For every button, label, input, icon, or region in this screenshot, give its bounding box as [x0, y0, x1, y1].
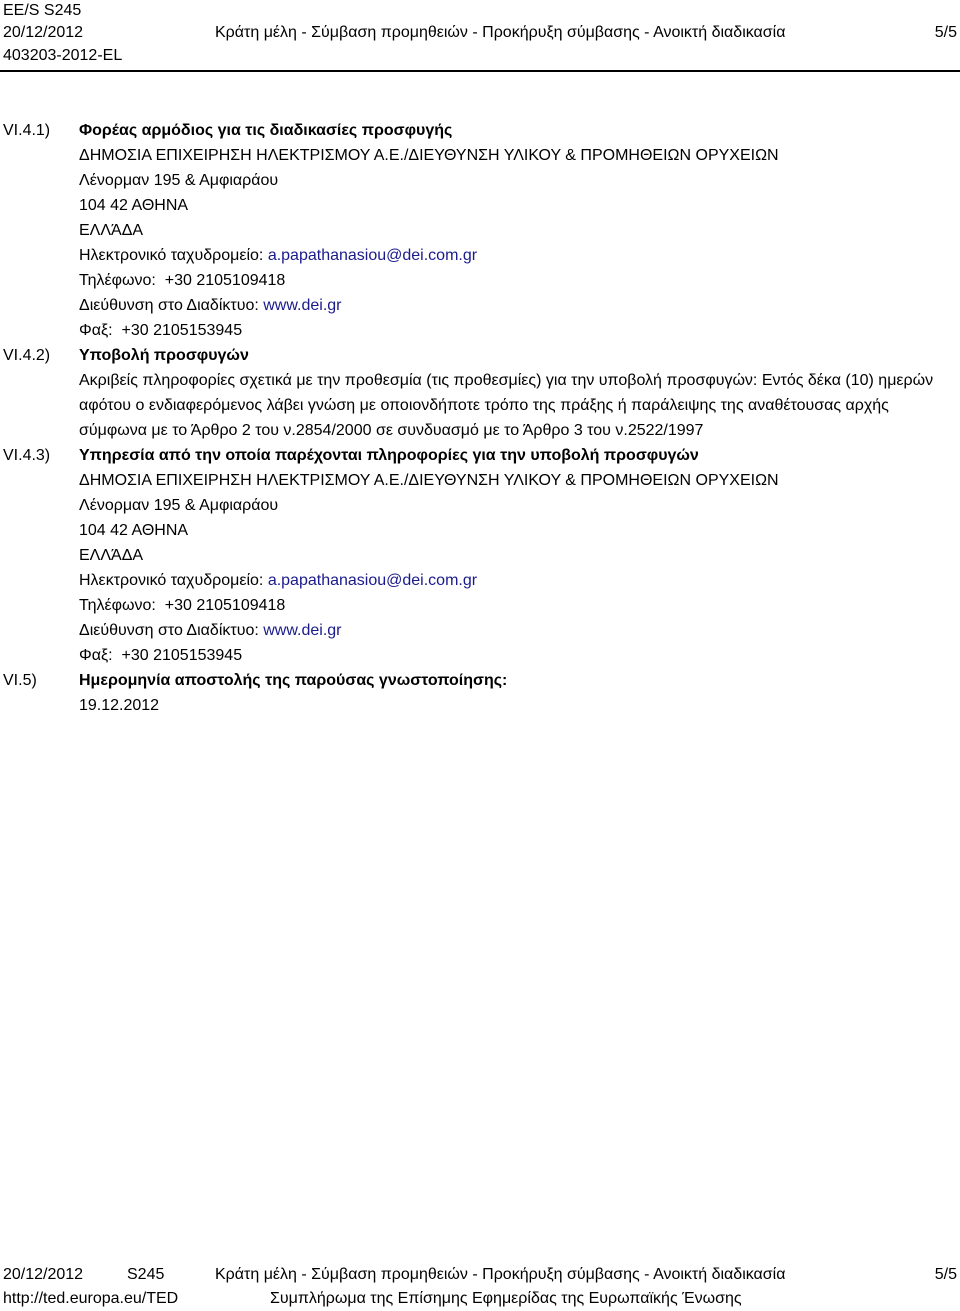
phone-value: +30 2105109418 [164, 597, 286, 614]
dispatch-date: 19.12.2012 [79, 697, 160, 714]
email-row [79, 568, 939, 593]
section-number: VI.4.2) [3, 347, 51, 364]
phone-label: Τηλέφωνο: [79, 272, 156, 289]
header-page-number: 5/5 [934, 24, 957, 41]
footer-series: S245 [127, 1266, 165, 1283]
organisation-name: ΔΗΜΟΣΙΑ ΕΠΙΧΕΙΡΗΣΗ ΗΛΕΚΤΡΙΣΜΟΥ Α.Ε./ΔΙΕΥΘΥΝΣΗ ΥΛΙΚΟΥ & ΠΡΟΜΗΘΕΙΩΝ ΟΡΥΧΕΙΩΝ [79, 472, 779, 489]
fax-value: +30 2105153945 [121, 322, 243, 339]
section-dispatch-date [0, 668, 960, 718]
postal-city: 104 42 ΑΘΗΝΑ [79, 522, 189, 539]
email-label: Ηλεκτρονικό ταχυδρομείο: [79, 247, 264, 264]
web-row [79, 293, 939, 318]
section-number: VI.4.1) [3, 122, 51, 139]
email-row [79, 243, 939, 268]
email-label: Ηλεκτρονικό ταχυδρομείο: [79, 572, 264, 589]
header-title: Κράτη μέλη - Σύμβαση προμηθειών - Προκήρυξη σύμβασης - Ανοικτή διαδικασία [215, 24, 786, 41]
phone-row [79, 593, 939, 618]
footer-supplement: Συμπλήρωμα της Επίσημης Εφημερίδας της Ευρωπαϊκής Ένωσης [270, 1290, 742, 1307]
postal-city: 104 42 ΑΘΗΝΑ [79, 197, 189, 214]
section-number: VI.4.3) [3, 447, 51, 464]
country: ΕΛΛΆΔΑ [79, 547, 144, 564]
footer-url-link[interactable]: http://ted.europa.eu/TED [3, 1290, 179, 1307]
page-footer [0, 1263, 960, 1311]
section-title: Υπηρεσία από την οποία παρέχονται πληροφορίες για την υποβολή προσφυγών [79, 447, 699, 464]
street-address: Λένορμαν 195 & Αμφιαράου [79, 172, 279, 189]
street-address: Λένορμαν 195 & Αμφιαράου [79, 497, 279, 514]
phone-row [79, 268, 939, 293]
header-divider [0, 70, 960, 72]
header-reference: 403203-2012-EL [3, 47, 123, 64]
section-title: Φορέας αρμόδιος για τις διαδικασίες προσφυγής [79, 122, 453, 139]
web-label: Διεύθυνση στο Διαδίκτυο: [79, 297, 259, 314]
section-title: Υποβολή προσφυγών [79, 347, 249, 364]
header-date: 20/12/2012 [3, 24, 84, 41]
section-review-body [0, 118, 960, 343]
section-number: VI.5) [3, 672, 37, 689]
fax-row [79, 318, 939, 343]
email-link[interactable]: a.papathanasiou@dei.com.gr [267, 247, 478, 264]
fax-label: Φαξ: [79, 322, 113, 339]
phone-value: +30 2105109418 [164, 272, 286, 289]
country: ΕΛΛΆΔΑ [79, 222, 144, 239]
web-link[interactable]: www.dei.gr [263, 622, 342, 639]
appeal-deadline-text: Ακριβείς πληροφορίες σχετικά με την προθεσμία (τις προθεσμίες) για την υποβολή προσφυγών: Εντός δέκα (10) ημερών αφότου ο ενδιαφερόμενος λάβει γνώση με οποιονδήποτε τρόπο της πράξης ή παράλειψης της αναθέτουσας αρχής σύμφωνα με το Άρθρο 2 του ν.2854/2000 σε συνδυασμό με το Άρθρο 3 του ν.2522/1997 [79, 372, 934, 439]
document-body [0, 118, 960, 718]
web-row [79, 618, 939, 643]
page-header [0, 0, 960, 72]
fax-label: Φαξ: [79, 647, 113, 664]
fax-row [79, 643, 939, 668]
section-appeal-info-service [0, 443, 960, 668]
phone-label: Τηλέφωνο: [79, 597, 156, 614]
footer-date: 20/12/2012 [3, 1266, 84, 1283]
section-title: Ημερομηνία αποστολής της παρούσας γνωστοποίησης: [79, 672, 508, 689]
footer-title: Κράτη μέλη - Σύμβαση προμηθειών - Προκήρυξη σύμβασης - Ανοικτή διαδικασία [215, 1266, 786, 1283]
web-label: Διεύθυνση στο Διαδίκτυο: [79, 622, 259, 639]
section-lodging-appeals [0, 343, 960, 443]
header-series: EE/S S245 [3, 2, 82, 19]
email-link[interactable]: a.papathanasiou@dei.com.gr [267, 572, 478, 589]
web-link[interactable]: www.dei.gr [263, 297, 342, 314]
fax-value: +30 2105153945 [121, 647, 243, 664]
footer-page-number: 5/5 [934, 1266, 957, 1283]
organisation-name: ΔΗΜΟΣΙΑ ΕΠΙΧΕΙΡΗΣΗ ΗΛΕΚΤΡΙΣΜΟΥ Α.Ε./ΔΙΕΥΘΥΝΣΗ ΥΛΙΚΟΥ & ΠΡΟΜΗΘΕΙΩΝ ΟΡΥΧΕΙΩΝ [79, 147, 779, 164]
